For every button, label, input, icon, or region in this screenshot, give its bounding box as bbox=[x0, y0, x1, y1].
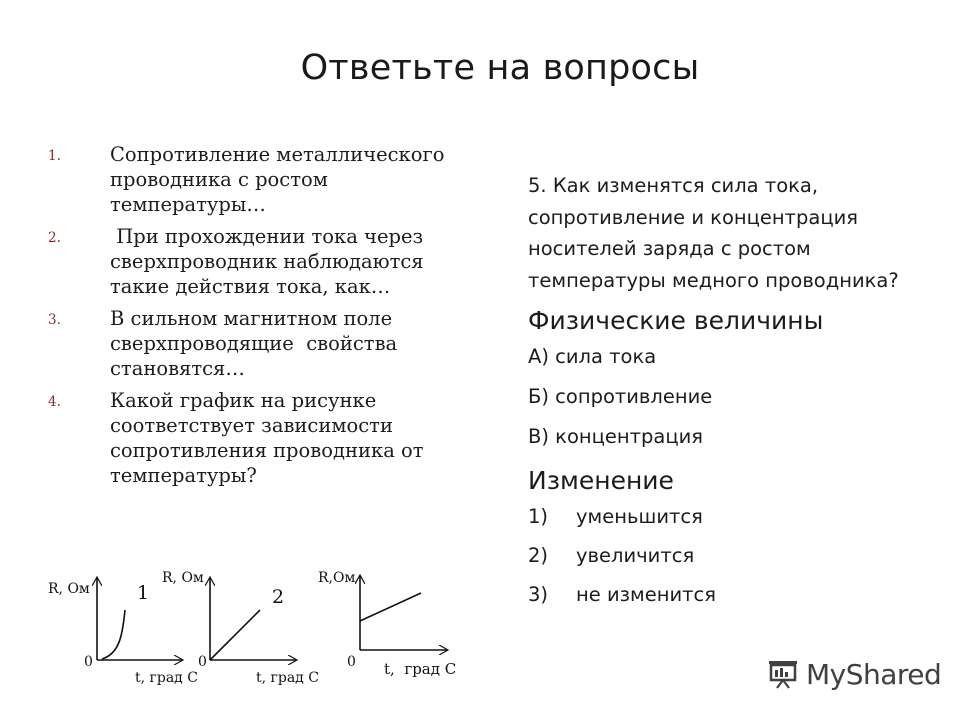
question-text: В сильном магнитном поле сверхпроводящие свойства становятся… bbox=[110, 307, 404, 380]
question-text: Какой график на рисунке соответствует зависимости сопротивления проводника от температуры? bbox=[110, 389, 424, 487]
logo-text: MyShared bbox=[806, 657, 942, 691]
graph-1-y-label: R, Ом bbox=[48, 581, 90, 597]
graph-2-line bbox=[210, 610, 260, 660]
graph-1-x-label: t, град С bbox=[135, 670, 198, 686]
changes-heading: Изменение bbox=[528, 466, 674, 495]
question-5-text: . Как изменятся сила тока, сопротивление и концентрация носителей заряда с ростом температуры медного проводника? bbox=[528, 174, 899, 292]
graph-3-line bbox=[360, 593, 421, 621]
question-number: 1. bbox=[48, 148, 61, 164]
graph-2-x-label: t, град С bbox=[256, 670, 319, 686]
change-text: увеличится bbox=[576, 544, 695, 567]
question-5-number: 5 bbox=[528, 174, 541, 197]
change-number: 2) bbox=[528, 544, 549, 567]
graph-2-number: 2 bbox=[272, 586, 285, 608]
graph-2 bbox=[162, 570, 319, 686]
quantities-heading: Физические величины bbox=[528, 306, 824, 335]
change-text: уменьшится bbox=[576, 505, 703, 528]
graph-1 bbox=[48, 578, 198, 686]
graph-1-number: 1 bbox=[137, 582, 150, 604]
graph-2-origin: 0 bbox=[198, 654, 207, 670]
graph-1-origin: 0 bbox=[84, 654, 93, 670]
change-number: 1) bbox=[528, 505, 549, 528]
quantity-item: А) сила тока bbox=[528, 345, 657, 368]
graph-3-origin: 0 bbox=[347, 654, 356, 670]
graph-3-x-label: t, град С bbox=[384, 660, 457, 678]
change-text: не изменится bbox=[576, 583, 716, 606]
question-number: 3. bbox=[48, 312, 61, 328]
question-text: При прохождении тока через сверхпроводник наблюдаются такие действия тока, как… bbox=[110, 225, 430, 298]
quantity-item: В) концентрация bbox=[528, 425, 704, 448]
graph-3 bbox=[318, 570, 456, 678]
page-title: Ответьте на вопросы bbox=[300, 48, 700, 88]
presentation-screen-icon bbox=[766, 657, 800, 691]
graph-1-curve bbox=[102, 610, 125, 659]
graph-2-y-label: R, Ом bbox=[162, 570, 204, 586]
myshared-logo bbox=[766, 656, 941, 692]
question-number: 2. bbox=[48, 230, 61, 246]
change-number: 3) bbox=[528, 583, 549, 606]
question-text: Сопротивление металлического проводника с ростом температуры… bbox=[110, 143, 445, 216]
graph-3-y-label: R,Ом bbox=[318, 570, 356, 586]
question-number: 4. bbox=[48, 394, 61, 410]
quantity-item: Б) сопротивление bbox=[528, 385, 713, 408]
